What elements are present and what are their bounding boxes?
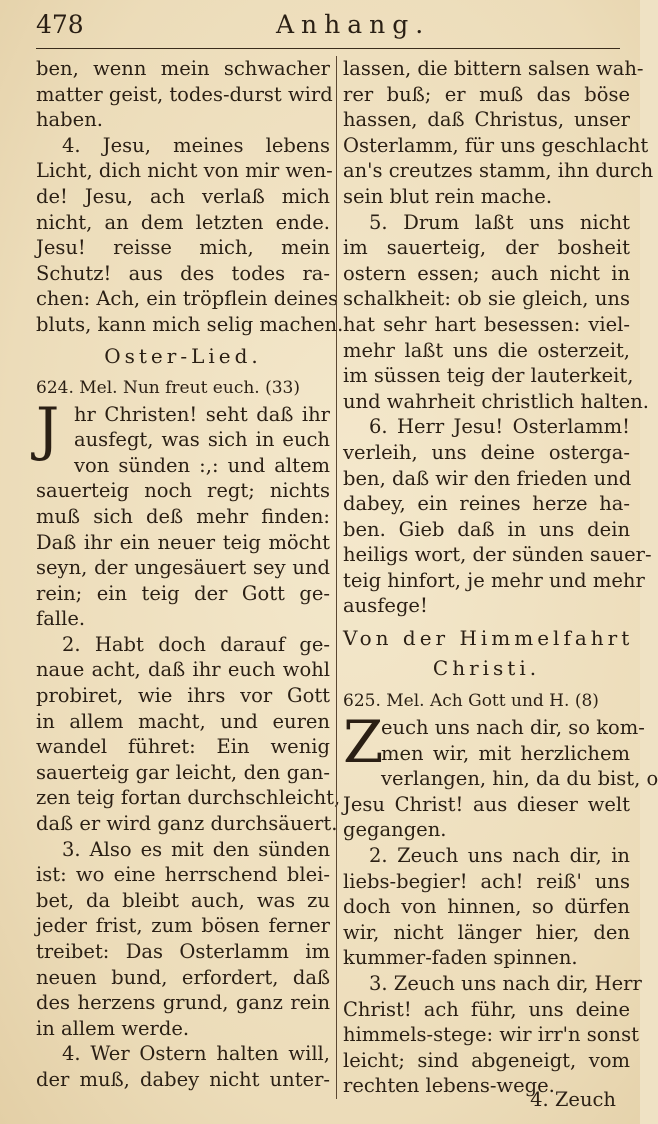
text-line: in allem werde. (36, 1016, 190, 1040)
text-line: himmels-stege: wir irr'n sonst (343, 1023, 639, 1047)
text-line: schalkheit: ob sie gleich, uns (343, 287, 630, 311)
text-line: Jesu Christ! aus dieser welt (343, 792, 630, 816)
text-line: men wir, mit herzlichem (381, 741, 630, 765)
left-column (36, 56, 344, 1093)
section-heading-continued: Christi. (432, 656, 541, 681)
text-line: heiligs wort, der sünden sauer- (343, 543, 652, 567)
text-line: rer buß; er muß das böse (343, 82, 630, 106)
verse-start: 5. Drum laßt uns nicht (369, 210, 630, 234)
text-line: treibet: Das Osterlamm im (36, 940, 330, 963)
text-line: nicht, an dem letzten ende. (36, 210, 330, 234)
text-line: gegangen. (343, 818, 447, 842)
text-line: ausfegt, was sich in euch (74, 428, 330, 452)
text-line: doch von hinnen, so dürfen (343, 895, 630, 919)
text-line: Christ! ach führ, uns deine (343, 997, 630, 1021)
drop-cap: J (36, 394, 60, 463)
verse-start: 2. Habt doch darauf ge- (62, 632, 330, 656)
text-line: rechten lebens-wege. (343, 1074, 555, 1098)
text-line: muß sich deß mehr finden: (36, 504, 330, 528)
text-line: bluts, kann mich selig machen. (36, 312, 344, 336)
text-line: sauerteig gar leicht, den gan- (36, 760, 330, 784)
text-line: verlangen, hin, da du bist, o (381, 767, 658, 791)
text-line: daß er wird ganz durchsäuert. (36, 812, 338, 836)
text-line: haben. (36, 108, 103, 132)
verse-start: 6. Herr Jesu! Osterlamm! (369, 415, 630, 439)
text-line: Jesu! reisse mich, mein (36, 236, 330, 260)
text-line: leicht; sind abgeneigt, vom (343, 1048, 630, 1072)
text-line: neuen bund, erfordert, daß (36, 965, 330, 989)
text-line: ausfege! (343, 594, 428, 618)
text-line: probiret, wie ihrs vor Gott (36, 684, 330, 708)
text-line: sauerteig noch regt; nichts (36, 479, 330, 503)
page-number: 478 (36, 10, 84, 39)
text-line: bet, da bleibt auch, was zu (36, 888, 330, 912)
header-rule (36, 48, 620, 49)
text-line: des herzens grund, ganz rein (36, 991, 330, 1015)
text-line: im süssen teig der lauterkeit, (343, 364, 634, 388)
text-line: naue acht, daß ihr euch wohl (36, 658, 330, 682)
text-line: ben, wenn mein schwacher (36, 57, 330, 80)
text-line: lassen, die bittern salsen wah- (343, 57, 644, 80)
text-line: mehr laßt uns die osterzeit, (343, 338, 630, 362)
text-line: ist: wo eine herrschend blei- (36, 863, 330, 887)
hymn-number: 625. Mel. Ach Gott und H. (8) (343, 691, 599, 712)
text-line: kummer-faden spinnen. (343, 946, 578, 970)
text-line: an's creutzes stamm, ihn durch (343, 159, 654, 183)
text-line: rein; ein teig der Gott ge- (36, 581, 330, 605)
text-line: verleih, uns deine osterga- (343, 440, 630, 464)
verse-start: 3. Zeuch uns nach dir, Herr (369, 972, 642, 995)
text-line: liebs-begier! ach! reiß' uns (343, 869, 630, 893)
text-line: Daß ihr ein neuer teig möcht (36, 530, 330, 554)
text-line: falle. (36, 607, 86, 631)
text-line: hat sehr hart besessen: viel- (343, 312, 630, 336)
text-line: wir, nicht länger hier, den (343, 920, 630, 944)
text-line: im sauerteig, der bosheit (343, 236, 630, 260)
verse-start: 2. Zeuch uns nach dir, in (369, 844, 630, 868)
text-line: chen: Ach, ein tröpflein deines (36, 287, 339, 311)
verse-start: 3. Also es mit den sünden (62, 837, 330, 861)
text-line: von sünden :,: und altem (74, 453, 330, 477)
page-header (36, 10, 604, 46)
text-line: de! Jesu, ach verlaß mich (36, 184, 330, 208)
text-line: Schutz! aus des todes ra- (36, 261, 330, 285)
text-line: matter geist, todes-durst wird (36, 82, 333, 106)
text-line: in allem macht, und euren (36, 709, 330, 733)
text-line: zen teig fortan durchschleicht, (36, 786, 341, 810)
running-title: Anhang. (276, 10, 431, 39)
hymn-number: 624. Mel. Nun freut euch. (33) (36, 377, 300, 398)
text-line: hassen, daß Christus, unser (343, 108, 630, 132)
text-line: euch uns nach dir, so kom- (381, 716, 645, 740)
catchword: 4. Zeuch (530, 1088, 616, 1111)
text-line: ben, daß wir den frieden und (343, 466, 632, 490)
text-line: dabey, ein reines herze ha- (343, 492, 630, 516)
text-line: ben. Gieb daß in uns dein (343, 517, 630, 541)
text-line: hr Christen! seht daß ihr (74, 402, 330, 426)
right-column (336, 56, 658, 1099)
text-line: sein blut rein mache. (343, 184, 553, 208)
text-line: seyn, der ungesäuert sey und (36, 556, 330, 580)
text-line: wandel führet: Ein wenig (36, 735, 330, 759)
text-line: jeder frist, zum bösen ferner (36, 914, 330, 938)
text-line: Osterlamm, für uns geschlacht (343, 133, 649, 157)
section-heading: Oster-Lied. (104, 343, 262, 368)
text-line: und wahrheit christlich halten. (343, 389, 649, 413)
text-line: Licht, dich nicht von mir wen- (36, 159, 333, 183)
text-line: teig hinfort, je mehr und mehr (343, 568, 645, 592)
text-line: ostern essen; auch nicht in (343, 261, 630, 285)
text-line: der muß, dabey nicht unter- (36, 1067, 330, 1091)
verse-start: 4. Jesu, meines lebens (62, 133, 330, 157)
drop-cap: Z (343, 708, 384, 777)
section-heading: Von der Himmelfahrt (343, 626, 634, 651)
verse-start: 4. Wer Ostern halten will, (62, 1042, 330, 1066)
